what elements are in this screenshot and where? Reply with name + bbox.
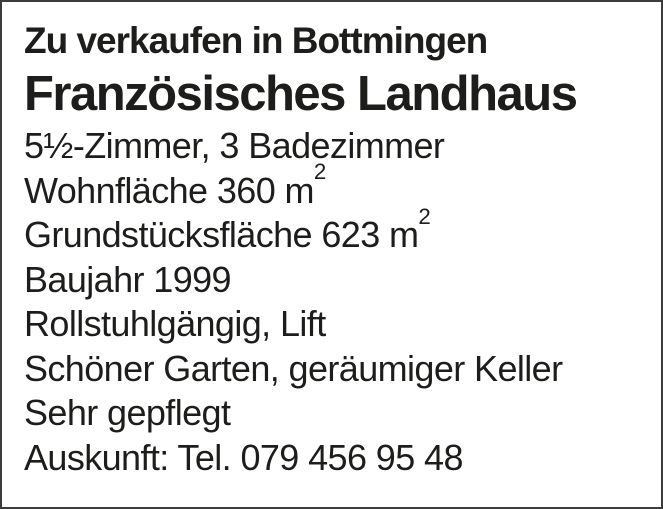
superscript: 2 [313,159,327,185]
detail-condition [24,391,643,436]
detail-contact-phone [24,436,643,481]
detail-text: Rollstuhlgängig, Lift [24,303,326,344]
ad-kicker-location: Zu verkaufen in Bottmingen [24,20,488,61]
detail-text: 5½-Zimmer, 3 Badezimmer [24,125,445,166]
detail-accessibility [24,302,643,347]
detail-plot-area [24,203,643,258]
detail-build-year [24,258,643,303]
detail-text: Baujahr 1999 [24,258,231,300]
superscript: 2 [418,203,431,229]
detail-rooms [24,124,643,169]
detail-garden-cellar [24,347,643,392]
detail-text: Wohnfläche 360 m [24,169,314,211]
detail-text: Sehr gepflegt [24,392,231,433]
ad-title: Französisches Landhaus [24,67,577,121]
detail-text: Auskunft: Tel. 079 456 95 48 [24,436,463,478]
detail-living-area [24,159,643,214]
detail-text: Schöner Garten, geräumiger Keller [24,347,563,389]
detail-text: Grundstücksfläche 623 m [24,214,419,255]
